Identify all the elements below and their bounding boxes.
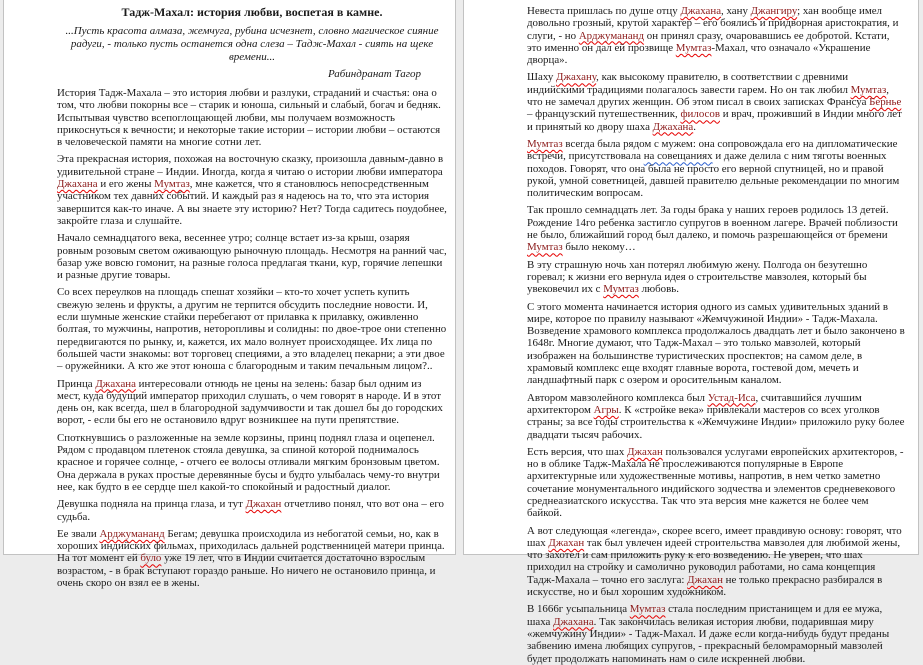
misspelled-word[interactable]: Мумтаз xyxy=(675,41,712,54)
paragraph xyxy=(57,286,447,372)
misspelled-word[interactable]: Джахан xyxy=(687,573,723,586)
text-run: – французский путешественник, xyxy=(527,108,681,121)
text-run: пользовался услугами европейских архитекторов, - но в облике Тадж-Махала не прослеживаются популярные в Европе архитектурные или художественные мотивы, напротив, в нем четко заметно сочетание монументального индийского зодчества и элементов средневекового среднеазиатского искусства. Так что эта версия мне кажется не более чем байкой. xyxy=(527,445,904,520)
misspelled-word[interactable]: Мумтаз xyxy=(154,178,190,191)
text-run: Бегам; девушка происходила из небогатой семьи, но, как в хороших индийских фильмах, приходилась дальней родственницей матери принца. На тот момент ей xyxy=(57,527,445,565)
paragraph xyxy=(527,525,905,599)
text-run: Начало семнадцатого века, весеннее утро; солнце встает из-за крыш, озаряя ровным розовым светом оживающую рыночную площадь. Несмотря на ранний час, базар уже вовсю гомонит, на разные голоса предлагая ткани, кур, горячие лепешки и разные другие товары. xyxy=(57,232,447,282)
text-run: было некому… xyxy=(562,241,636,254)
paragraph xyxy=(527,259,905,296)
text-run: уже 19 лет, что в Индии считается достаточно взрослым возрастом, - в брак вступают гораздо раньше. Но ничего не остановило принца, и очень скоро он взял ее в жены. xyxy=(57,552,436,589)
text-run: Тадж-Махал: история любви, воспетая в камне. xyxy=(121,5,383,19)
paragraph xyxy=(527,71,905,132)
paragraph xyxy=(527,138,905,199)
misspelled-word[interactable]: Джахан xyxy=(548,536,585,549)
page-1-text-area[interactable] xyxy=(57,5,447,589)
epigraph xyxy=(57,25,447,64)
text-run: В 1666г усыпальница xyxy=(527,603,630,616)
text-run: так был увлечен идеей строительства мавзолея для любимой жены, что захотел и сам приложить руку к его возведению. Не уверен, что шах приходил на стройку и самолично руководил работами, но сама концепция Тадж-Махала – точно его заслуга: xyxy=(527,536,901,586)
text-run: , как высокому правителю, в соответствии с древними индийскими традициями полагалось завести гарем. Но он так любил xyxy=(527,71,851,96)
text-run: -Махал, что означало «Украшение дворца». xyxy=(527,41,871,67)
misspelled-word[interactable]: Мумтаз xyxy=(850,83,887,96)
text-run: . xyxy=(693,120,696,133)
text-run: ; хан вообще имел довольно грозный, крутой характер – его боялись и придворная аристократия, и слуги, - но xyxy=(527,5,899,42)
misspelled-word[interactable]: Арджумананд xyxy=(578,29,645,42)
misspelled-word[interactable]: Джахана xyxy=(680,5,722,17)
text-run: Рабиндранат Тагор xyxy=(327,68,421,80)
text-run: С этого момента начинается история одного из самых удивительных зданий в мире, которое по правилу называют «Жемчужиной Индии» - Тадж-Махала. Возведение храмового комплекса продолжалось двадцать лет и было закончено в 1648г. Многие думают, что Тадж-Махал – это только мавзолей, который изображен на большинстве туристических проспектов; на самом деле, в храмовый комплекс еще входят главные ворота, гостевой дом, мечеть и ландшафтный парк с озером и оросительным каналом. xyxy=(527,300,905,387)
document-page-2[interactable] xyxy=(463,0,919,665)
text-run: и его жены xyxy=(97,178,155,191)
misspelled-word[interactable]: Мумтаз xyxy=(527,137,563,150)
text-run: Автором мавзолейного комплекса был xyxy=(527,391,708,404)
text-run: Споткнувшись о разложенные на земле корзины, принц поднял глаза и оцепенел. Рядом с продавцом плетенок стояла девушка, за спиной которой поднималось красное и горячее солнце, - отчего ее волосы отливали мягким бронзовым цветом. Она держала в руках простые деревянные бусы и будто улыбалась чему-то внутри нее, как будто в ее сердце шел какой-то спокойный и радостный диалог. xyxy=(57,431,440,493)
document-page-1[interactable] xyxy=(3,0,456,589)
text-run: , считавшийся лучшим архитектором xyxy=(527,391,862,416)
paragraph xyxy=(527,5,905,66)
text-run: всегда была рядом с мужем: она сопровождала его на дипломатические встречи, присутствовала xyxy=(527,137,898,163)
misspelled-word[interactable]: Джахан xyxy=(627,445,663,458)
text-run: Так прошло семнадцать лет. За годы брака у наших героев родилось 13 детей. Рождение 14го ребенка застигло супругов в военном лагере. Врачей поблизости не было, ближайший город был далеко, и помочь разрешающейся от бремени xyxy=(527,204,898,242)
text-run: , хану xyxy=(721,5,751,17)
epigraph-author xyxy=(57,68,447,81)
text-run: Шаху xyxy=(527,71,557,84)
misspelled-word[interactable]: Джахану xyxy=(556,71,597,84)
misspelled-word[interactable]: Мумтаз xyxy=(629,603,666,616)
misspelled-word[interactable]: Джахана xyxy=(57,178,98,191)
text-run: , мне кажется, что я становлюсь непосредственным участником тех давних событий. И каждый раз я надеюсь на то, что эта история завершится как-то иначе. А вы знаете эту историю? Нет? Тогда садитесь поудобнее, закройте глаза и слушайте. xyxy=(57,178,447,227)
text-run: Принца xyxy=(57,377,96,390)
text-run: , что не замечал других женщин. Об этом писал в своих записках Франсуа xyxy=(527,83,889,109)
paragraph xyxy=(57,528,447,589)
misspelled-word[interactable]: Арджумананд xyxy=(99,527,165,540)
text-run: и врач, проживший в Индии много лет и принятый ко двору шаха xyxy=(527,108,902,133)
text-run: В эту страшную ночь хан потерял любимую жену. Полгода он безутешно горевал; к жизни его вернула идея о строительстве мавзолея, который бы увековечил их с xyxy=(527,258,868,296)
paragraph xyxy=(57,87,447,148)
paragraph xyxy=(57,232,447,281)
text-run: История Тадж-Махала – это история любви и разлуки, страданий и счастья: она о том, что любви покорны все – старик и юноша, сильный и слабый, богач и бедняк. Испытывая чувство всепоглощающей любви, мы получаем возможность прикоснуться к вечности; и некоторые такие истории – истории любви – остаются в человеческой памяти на многие сотни лет. xyxy=(57,87,441,149)
paragraph xyxy=(57,378,447,427)
paragraph xyxy=(57,153,447,227)
grammar-flagged-phrase[interactable]: на совещаниях xyxy=(643,150,713,163)
page-2-text-area[interactable] xyxy=(527,5,905,665)
text-run: интересовали отнюдь не цены на зелень: базар был одним из мест, куда будущий император приходил слушать, о чем говорят в народе. И в этот день он, как всегда, шел в благородной задумчивости и так дошел бы до городских ворот, - если бы его не остановило вдруг возникшее на пути препятствие. xyxy=(57,377,443,427)
text-run: отчетливо понял, что вот она – его судьба. xyxy=(57,498,445,523)
text-run: он принял сразу, очаровавшись ее добротой. Кстати, это именно он дал ей прозвище xyxy=(527,29,890,54)
misspelled-word[interactable]: Джахана xyxy=(553,615,594,628)
misspelled-word[interactable]: филосов xyxy=(680,108,720,121)
background-margin-strip xyxy=(0,0,3,556)
misspelled-word[interactable]: Джахана xyxy=(652,120,694,133)
paragraph xyxy=(527,392,905,441)
text-run: не только прекрасно разбирался в искусстве, но и был хорошим художником. xyxy=(527,573,883,599)
text-run: Эта прекрасная история, похожая на восточную сказку, произошла давным-давно в удивительной стране – Индии. Иногда, когда я читаю о истории любви императора xyxy=(57,153,444,178)
misspelled-word[interactable]: Джахан xyxy=(245,498,282,511)
misspelled-word[interactable]: Бернье xyxy=(869,96,902,109)
text-run: Ее звали xyxy=(57,527,100,540)
misspelled-word[interactable]: було xyxy=(140,552,162,565)
paragraph xyxy=(527,301,905,387)
text-run: Девушка подняла на принца глаза, и тут xyxy=(57,498,246,511)
paragraph xyxy=(527,603,905,664)
misspelled-word[interactable]: Мумтаз xyxy=(603,283,639,296)
text-run: Есть версия, что шах xyxy=(527,445,628,458)
text-run: ...Пусть красота алмаза, жемчуга, рубина исчезнет, словно магическое сияние радуги, - только пусть останется одна слеза – Тадж-Махал - сиять на щеке времени... xyxy=(65,25,439,63)
paragraph xyxy=(527,204,905,253)
text-run: А вот следующая «легенда», скорее всего, имеет правдивую основу: говорят, что шах xyxy=(527,524,902,549)
text-run: Невеста пришлась по душе отцу xyxy=(527,5,681,17)
misspelled-word[interactable]: Джахана xyxy=(95,377,136,390)
document-title xyxy=(57,5,447,19)
text-run: любовь. xyxy=(638,283,679,296)
misspelled-word[interactable]: Мумтаз xyxy=(527,241,563,254)
text-run: Со всех переулков на площадь спешат хозяйки – кто-то хочет успеть купить свежую зелень и фрукты, а другим не терпится обсудить последние новости. И, если шумные женские стайки перебегают от прилавка к прилавку, оживленно болтая, то мужчины, напротив, неторопливы и солидны: по двое-трое они степенно передвигаются по рынку, и, кажется, их мало волнует происходящее. Их лица по большей части знакомы: вот торговец специями, а это владелец пекарни; а эти двое – оружейники. А кто же этот юноша с благородным и таким печальным лицом?.. xyxy=(57,286,447,373)
text-run: стала последним пристанищем и для ее мужа, шаха xyxy=(527,603,883,628)
paragraph xyxy=(57,432,447,493)
misspelled-word[interactable]: Джангиру xyxy=(750,5,798,17)
text-run: . К «стройке века» привлекали мастеров со всех уголков страны; за все годы строительства к «Жемчужине Индии» приложило руку более двадцати тысяч рабочих. xyxy=(527,403,905,441)
misspelled-word[interactable]: Агры xyxy=(593,403,619,416)
text-run: и даже делила с ним тяготы военных походов. Говорят, что она была не просто его верной спутницей, но и правой рукой, умной советницей, давшей правителю дельные рекомендации по многим политическим вопросам. xyxy=(527,150,900,200)
paragraph xyxy=(527,446,905,520)
paragraph xyxy=(57,498,447,523)
text-run: . Так закончилась великая история любви, подарившая миру «жемчужину Индии» - Тадж-Махал. И даже если когда-нибудь будут преданы забвению имена любящих супругов, - прекрасный беломраморный мавзолей будет продолжать напоминать нам о силе искренней любви. xyxy=(527,615,890,665)
misspelled-word[interactable]: Устад-Иса xyxy=(707,391,756,404)
